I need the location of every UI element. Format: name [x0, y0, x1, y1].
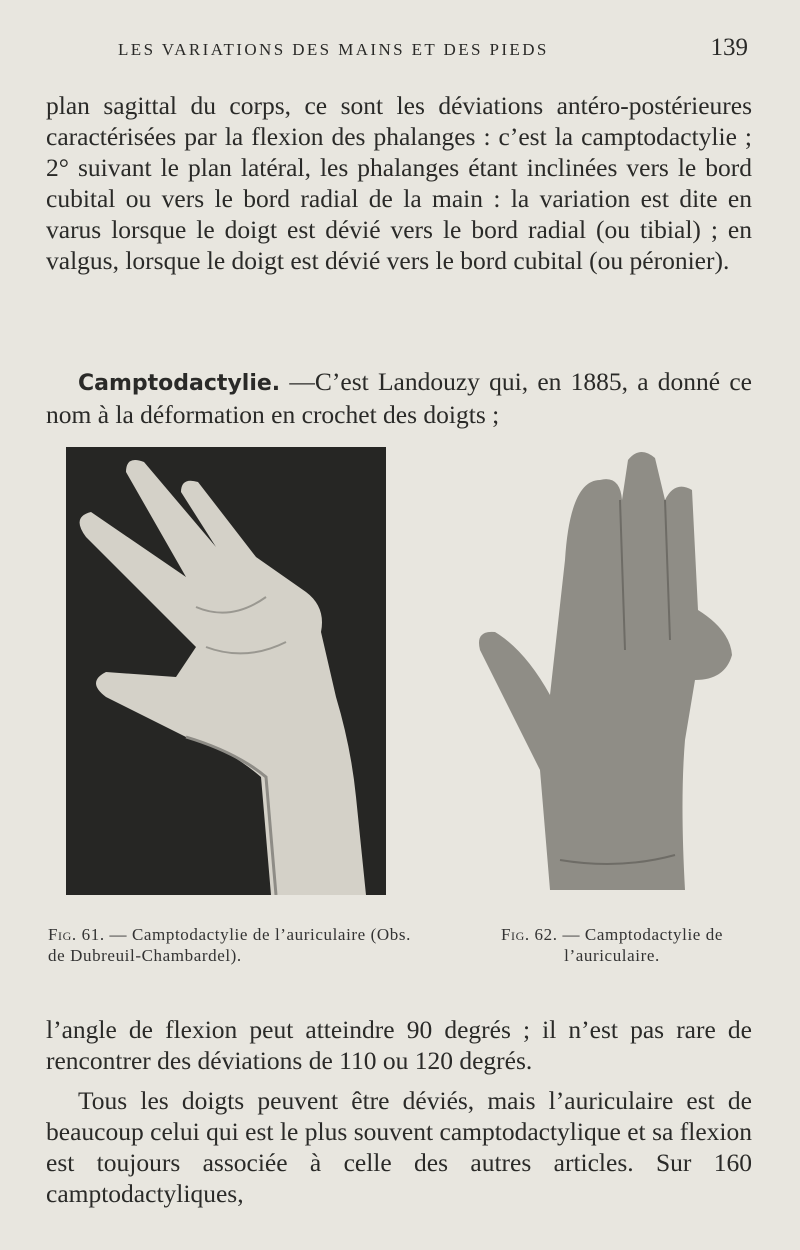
paragraph-1 [46, 90, 752, 276]
figure-61-photo [66, 447, 386, 895]
page-number: 139 [710, 34, 748, 61]
paragraph-2 [46, 366, 752, 430]
section-heading: Camptodactylie. [78, 371, 281, 396]
figure-62-caption [452, 924, 772, 966]
paragraph-3 [46, 1014, 752, 1076]
figure-62-label: Fig. 62. [500, 925, 558, 944]
paragraph-1-text: plan sagittal du corps, ce sont les déviations antéro-postérieures caractérisées par la flexion des phalanges : c’est la camptodactylie ; 2° suivant le plan latéral, les phalanges étant inclinées vers le bord cubital ou vers le bord radial de la main : la variation est dite en varus lorsque le doigt est dévié vers le bord radial (ou tibial) ; en valgus, lorsque le doigt est dévié vers le bord cubital (ou péronier). [46, 91, 752, 275]
running-title: LES VARIATIONS DES MAINS ET DES PIEDS [118, 40, 549, 59]
figure-61-caption-text: — Camptodactylie de l’auriculaire (Obs. de Dubreuil-Chambardel). [48, 925, 411, 965]
paragraph-camptodactylie [46, 366, 752, 430]
running-head [118, 34, 748, 61]
paragraph-3-text: l’angle de flexion peut atteindre 90 degrés ; il n’est pas rare de rencontrer des déviations de 110 ou 120 degrés. [46, 1015, 752, 1075]
figure-61-caption [48, 924, 428, 966]
figure-62-photo [470, 440, 740, 898]
paragraph-4 [46, 1085, 752, 1209]
figure-61-label: Fig. 61. [48, 925, 105, 944]
paragraph-4-text: Tous les doigts peuvent être déviés, mais l’auriculaire est de beaucoup celui qui est le plus souvent camptodactylique et sa flexion est toujours associée à celle des autres articles. Sur 160 camptodactyliques, [46, 1086, 752, 1208]
paragraph-2-text: —C’est Landouzy qui, en 1885, a donné ce nom à la déformation en crochet des doigts ; [46, 367, 752, 429]
figure-62-caption-text: — Camptodactylie de l’auriculaire. [557, 925, 724, 965]
